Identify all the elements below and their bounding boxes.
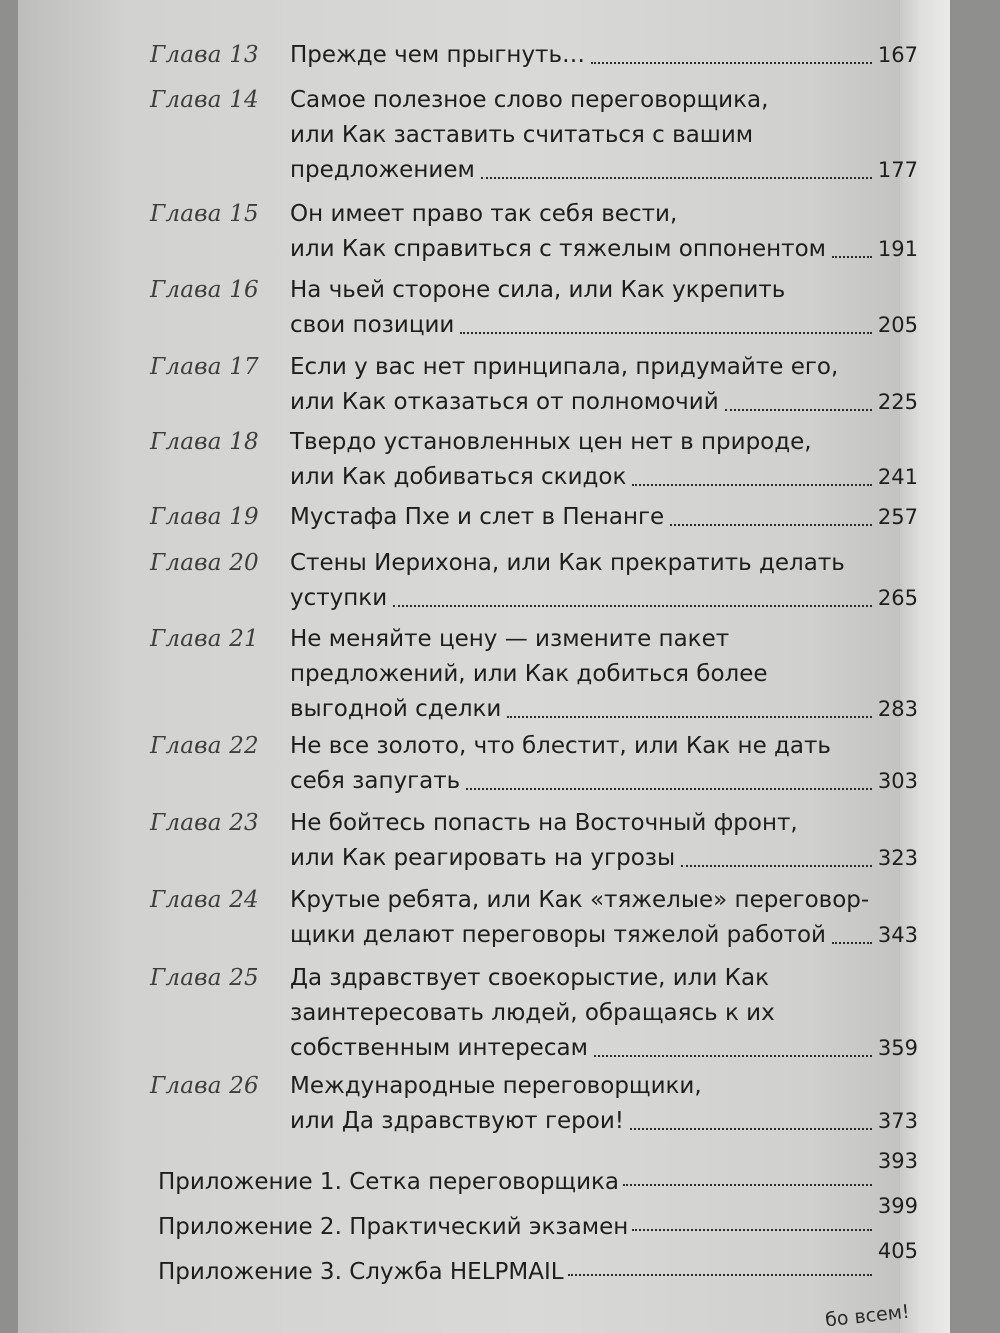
chapter-title-line: Да здравствует своекорыстие, или Как [290,965,769,991]
chapter-title [290,38,918,73]
page-number: 257 [877,505,918,529]
dot-leader [623,1184,872,1186]
chapter-title-line: Не все золото, что блестит, или Как не дать [290,733,831,759]
dot-leader [507,715,872,718]
dot-leader [591,61,872,64]
chapter-title [290,500,918,535]
dot-leader [832,255,872,258]
appendix-label: Приложение 1. Сетка переговорщика [158,1169,620,1195]
chapter-title-line: или Как справиться с тяжелым оппонентом [290,236,827,262]
page-number: 373 [877,1109,918,1133]
chapter-title-line: или Как отказаться от полномочий [290,389,719,415]
chapter-title [290,546,918,616]
dot-leader [466,787,872,790]
page-number: 393 [877,1149,918,1173]
dot-leader [594,1054,872,1057]
chapter-label: Глава 19 [150,504,259,530]
chapter-title-line: Международные переговорщики, [290,1073,702,1099]
dot-leader [670,523,872,526]
dot-leader [460,331,872,334]
chapter-label: Глава 26 [150,1073,259,1099]
chapter-title-line: свои позиции [290,312,455,338]
dot-leader [481,176,872,179]
dot-leader [630,1127,872,1130]
dot-leader [725,408,872,411]
chapter-title [290,83,918,188]
chapter-title [290,350,918,420]
chapter-label: Глава 25 [150,965,259,991]
chapter-title-line: Он имеет право так себя вести, [290,201,678,227]
chapter-title-line: Самое полезное слово переговорщика, [290,87,769,113]
chapter-label: Глава 15 [150,201,259,227]
chapter-title-line: Стены Иерихона, или Как прекратить делать [290,550,845,576]
chapter-title-line: или Как добиваться скидок [290,464,627,490]
chapter-title-line: или Да здравствуют герои! [290,1108,625,1134]
chapter-label: Глава 16 [150,277,259,303]
chapter-title-line: Не меняйте цену — измените пакет [290,626,730,652]
chapter-label: Глава 22 [150,733,259,759]
chapter-title-line: предложением [290,157,475,183]
page-number: 265 [877,586,918,610]
chapter-label: Глава 20 [150,550,259,576]
chapter-title-line: щики делают переговоры тяжелой работой [290,922,826,948]
chapter-title-line: уступки [290,585,388,611]
chapter-title-line: Мустафа Пхе и слет в Пенанге [290,504,665,530]
chapter-title [290,1069,918,1139]
page-number: 241 [877,465,918,489]
chapter-label: Глава 14 [150,87,259,113]
chapter-title [290,197,918,267]
chapter-title-line: или Как реагировать на угрозы [290,845,676,871]
chapter-title-line: предложений, или Как добиться более [290,661,768,687]
chapter-title-line: или Как заставить считаться с вашим [290,122,754,148]
chapter-title-line: выгодной сделки [290,696,502,722]
page-number: 167 [877,43,918,67]
chapter-label: Глава 24 [150,887,259,913]
dot-leader [681,864,872,867]
chapter-label: Глава 21 [150,626,259,652]
chapter-title-line: Твердо установленных цен нет в природе, [290,429,812,455]
chapter-title [290,806,918,876]
dot-leader [832,941,872,944]
page-number: 323 [877,846,918,870]
chapter-title [290,883,918,953]
book-page [18,0,950,1333]
chapter-label: Глава 23 [150,810,259,836]
chapter-title-line: Если у вас нет принципала, придумайте его, [290,354,839,380]
chapter-title [290,961,918,1066]
chapter-title-line: Крутые ребята, или Как «тяжелые» переговор- [290,887,870,913]
chapter-title-line: Не бойтесь попасть на Восточный фронт, [290,810,798,836]
appendix-entry [158,1149,918,1195]
page-number: 191 [877,237,918,261]
dot-leader [632,1229,872,1231]
chapter-title-line: Прежде чем прыгнуть… [290,42,586,68]
chapter-title-line: На чьей стороне сила, или Как укрепить [290,277,786,303]
chapter-title-line: заинтересовать людей, обращаясь к их [290,1000,775,1026]
appendix-entry [158,1239,918,1285]
chapter-label: Глава 13 [150,42,259,68]
appendix-label: Приложение 2. Практический экзамен [158,1214,629,1240]
chapter-title [290,622,918,727]
page-number: 303 [877,769,918,793]
chapter-title-line: собственным интересам [290,1035,588,1061]
page-number: 399 [877,1194,918,1218]
appendix-entry [158,1194,918,1240]
page-number: 177 [877,158,918,182]
page-number: 359 [877,1036,918,1060]
chapter-title [290,729,918,799]
page-number: 343 [877,923,918,947]
chapter-label: Глава 17 [150,354,259,380]
page-number: 405 [877,1239,918,1263]
chapter-title [290,425,918,495]
chapter-title [290,273,918,343]
appendix-label: Приложение 3. Служба HELPMAIL [158,1259,564,1285]
page-number: 283 [877,697,918,721]
page-number: 205 [877,313,918,337]
chapter-label: Глава 18 [150,429,259,455]
dot-leader [393,604,872,607]
page-number: 225 [877,390,918,414]
dot-leader [568,1274,872,1276]
footer-fragment: бо всем! [824,1300,911,1332]
chapter-title-line: себя запугать [290,768,461,794]
dot-leader [632,483,872,486]
